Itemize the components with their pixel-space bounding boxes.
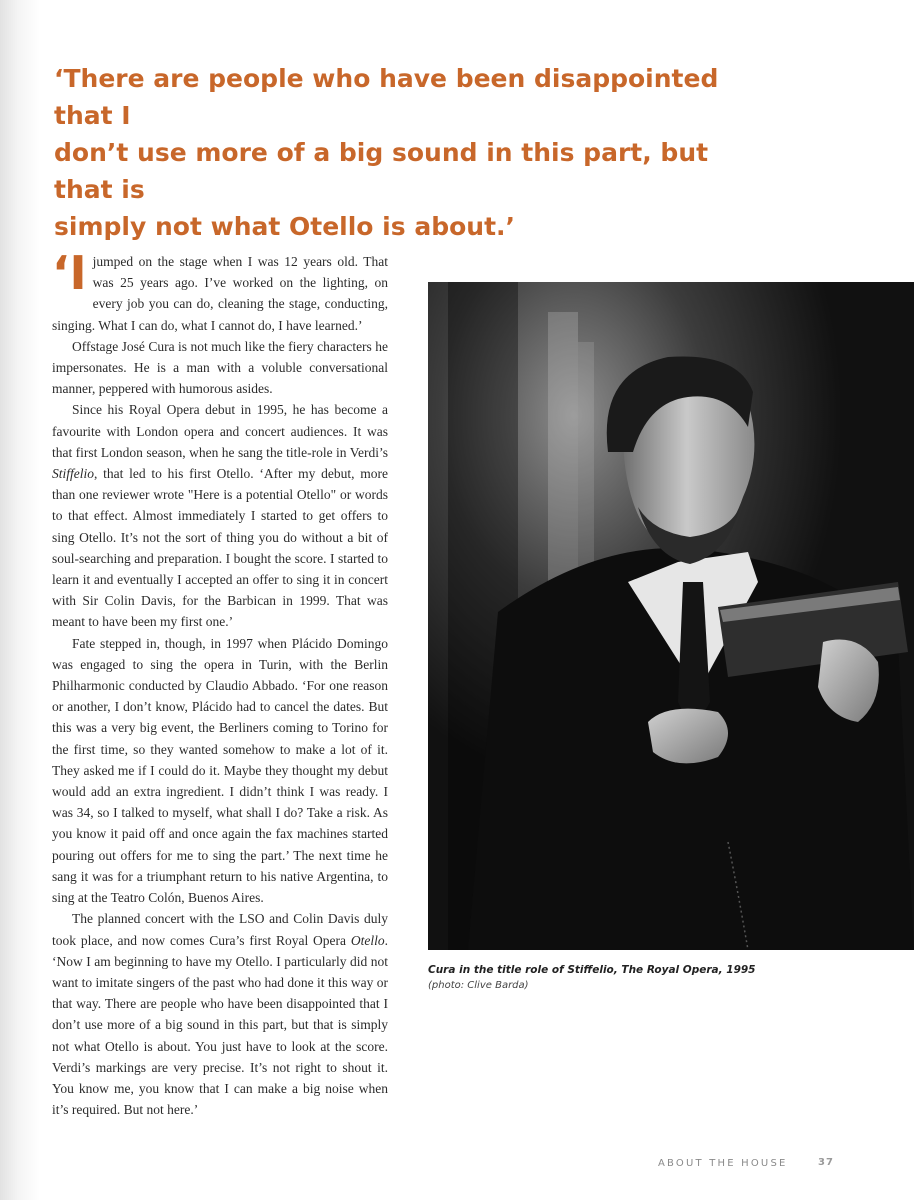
drop-cap: ‘I: [52, 246, 87, 300]
article-body: [52, 246, 388, 1120]
article-paragraph-1: ‘Ijumped on the stage when I was 12 years old. That was 25 years ago. I’ve worked on the lighting, on every job you can do, cleaning the stage, conducting, singing. What I can do, what I cannot do, I have learned.’: [52, 246, 388, 333]
article-paragraph-5: The planned concert with the LSO and Colin Davis duly took place, and now comes Cura’s first Royal Opera Otello. ‘Now I am beginning to have my Otello. I particularly did not want to imitate singers of the past who had done it this way or that way. There are people who have been disappointed that I don’t use more of a big sound in this part, but that is simply not what Otello is about. You just have to look at the score. Verdi’s markings are very precise. It’s not right to shout it. You know me, you know that I can make a big noise when it’s required. But not here.’: [52, 911, 388, 1118]
photo-caption: [428, 962, 908, 994]
opera-title-italic: Stiffelio: [52, 466, 94, 482]
photo-credit: (photo: Clive Barda): [428, 980, 529, 991]
page-number: 37: [818, 1157, 834, 1168]
binding-gutter-shadow: [0, 0, 40, 1200]
article-paragraph-3: Since his Royal Opera debut in 1995, he has become a favourite with London opera and concert audiences. It was that first London season, when he sang the title-role in Verdi’s Stiffelio, that led to his first Otello. ‘After my debut, more than one reviewer wrote "Here is a potential Otello" or words to that effect. Almost immediately I started to get offers to sing Otello. It’s not the sort of thing you do without a bit of soul-searching and preparation. I bought the score. I started to learn it and eventually I accepted an offer to sing it in concert with Sir Colin Davis, for the Barbican in 1999. That was meant to have been my first one.’: [52, 402, 388, 630]
photo-caption-text: Cura in the title role of Stiffelio, The Royal Opera, 1995: [428, 964, 756, 976]
article-paragraph-4: Fate stepped in, though, in 1997 when Plácido Domingo was engaged to sing the opera in Turin, with the Berlin Philharmonic conducted by Claudio Abbado. ‘For one reason or another, I don’t know, Plácido had to cancel the dates. But this was a very big event, the Berliners coming to Torino for the first time, so they wanted somehow to make a lot of it. They asked me if I could do it. Maybe they thought my debut would add an extra ingredient. I didn’t think I was ready. I was 34, so I talked to myself, what shall I do? Take a risk. As you know it paid off and once again the fax machines started pouring out offers for me to sing the part.’ The next time he sang it was for a triumphant return to his native Argentina, to sing at the Teatro Colón, Buenos Aires.: [52, 635, 388, 906]
pull-quote: [54, 60, 774, 245]
pull-quote-line-2: don’t use more of a big sound in this part, but that is: [54, 138, 709, 204]
singer-photo-illustration: [428, 282, 914, 950]
pull-quote-line-3: simply not what Otello is about.’: [54, 212, 516, 241]
singer-photo: [428, 282, 914, 950]
footer-section-title: ABOUT THE HOUSE: [658, 1158, 788, 1169]
opera-title-italic: Otello: [350, 932, 385, 948]
pull-quote-line-1: ‘There are people who have been disappointed that I: [54, 64, 719, 130]
article-paragraph-2: Offstage José Cura is not much like the fiery characters he impersonates. He is a man with a voluble conversational manner, peppered with humorous asides.: [52, 338, 388, 397]
